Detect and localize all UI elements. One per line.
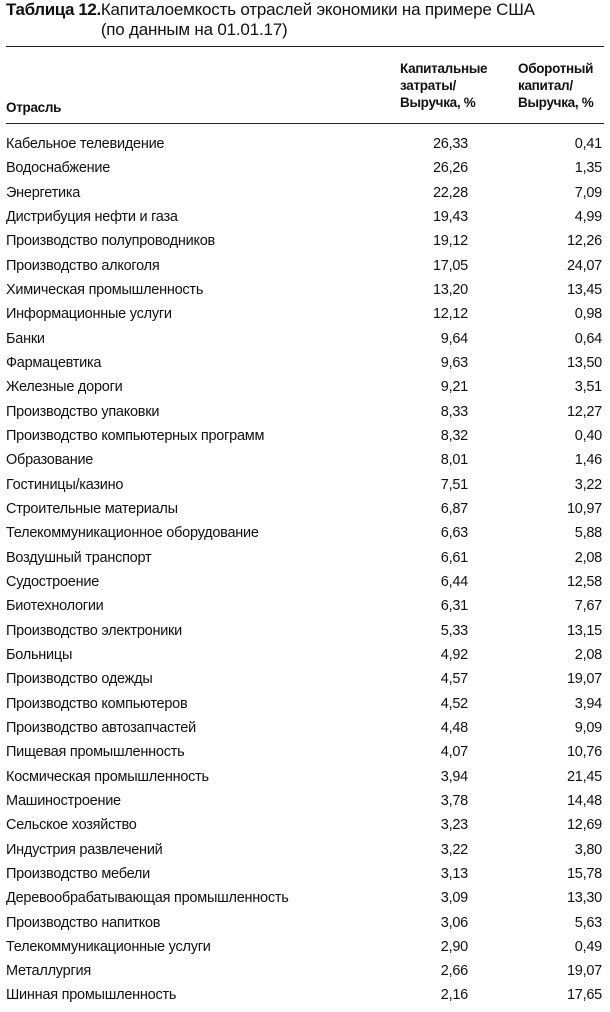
row-wc-value: 19,07 [566,671,602,688]
row-industry: Гостиницы/казино [6,476,124,493]
row-wc-value: 1,46 [574,452,602,469]
row-wc-value: 7,09 [574,184,602,201]
row-capex-value: 3,09 [440,890,468,907]
table-row [6,497,604,521]
row-capex-value: 2,90 [440,938,468,955]
row-wc-value: 12,58 [566,573,602,590]
row-wc-value: 3,51 [574,379,602,396]
table-row [6,302,604,326]
row-capex-value: 4,52 [440,695,468,712]
table-row [6,375,604,399]
row-industry: Производство мебели [6,865,150,882]
table-row [6,813,604,837]
row-industry: Производство алкоголя [6,257,160,274]
row-industry: Металлургия [6,963,91,980]
table-row [6,667,604,691]
row-wc-value: 15,78 [566,865,602,882]
row-industry: Банки [6,330,45,347]
row-industry: Железные дороги [6,379,123,396]
table-row [6,935,604,959]
row-capex-value: 4,07 [440,744,468,761]
row-wc-value: 4,99 [574,208,602,225]
header-wc-line: Оборотный [518,61,594,76]
row-wc-value: 21,45 [566,768,602,785]
table-row [6,546,604,570]
table-row [6,716,604,740]
row-industry: Фармацевтика [6,354,102,371]
row-wc-value: 0,98 [574,306,602,323]
row-capex-value: 9,64 [440,330,468,347]
row-capex-value: 12,12 [432,306,468,323]
row-capex-value: 4,48 [440,719,468,736]
row-wc-value: 0,64 [574,330,602,347]
row-wc-value: 0,40 [574,427,602,444]
table-row [6,570,604,594]
table-row [6,983,604,1007]
row-industry: Производство напитков [6,914,161,931]
table-row [6,643,604,667]
table-row [6,838,604,862]
header-capex-line: Капитальные [400,61,488,76]
row-industry: Строительные материалы [6,500,178,517]
header-wc-line: капитал/ [518,78,573,93]
row-industry: Образование [6,452,94,469]
table-row [6,254,604,278]
table-row [6,886,604,910]
row-capex-value: 8,01 [440,452,468,469]
table-row [6,400,604,424]
row-wc-value: 13,50 [566,354,602,371]
row-capex-value: 26,33 [432,136,468,152]
row-industry: Производство автозапчастей [6,719,196,736]
row-capex-value: 3,94 [440,768,468,785]
table-row [6,351,604,375]
row-wc-value: 13,30 [566,890,602,907]
table-row [6,156,604,180]
row-industry: Производство полупроводников [6,233,215,250]
row-industry: Кабельное телевидение [6,136,165,152]
row-wc-value: 7,67 [574,598,602,615]
row-wc-value: 2,08 [574,646,602,663]
row-capex-value: 5,33 [440,622,468,639]
row-industry: Шинная промышленность [6,987,177,1004]
row-wc-value: 3,94 [574,695,602,712]
row-industry: Воздушный транспорт [6,549,152,566]
row-industry: Производство упаковки [6,403,160,420]
row-capex-value: 3,23 [440,817,468,834]
row-industry: Информационные услуги [6,306,172,323]
table-caption [6,0,604,40]
row-industry: Телекоммуникационные услуги [6,938,211,955]
table-header [6,58,604,122]
row-capex-value: 19,43 [432,208,468,225]
row-wc-value: 10,97 [566,500,602,517]
row-capex-value: 9,63 [440,354,468,371]
table-row [6,278,604,302]
row-wc-value: 14,48 [566,792,602,809]
table-body [6,132,604,1008]
row-capex-value: 9,21 [440,379,468,396]
row-capex-value: 6,44 [440,573,468,590]
row-capex-value: 13,20 [432,281,468,298]
row-industry: Производство компьютерных программ [6,427,265,444]
table-row [6,132,604,156]
row-industry: Производство одежды [6,671,153,688]
row-wc-value: 12,27 [566,403,602,420]
table-row [6,862,604,886]
row-capex-value: 4,92 [440,646,468,663]
row-capex-value: 6,63 [440,525,468,542]
row-wc-value: 12,69 [566,817,602,834]
table-row [6,911,604,935]
table-row [6,229,604,253]
row-capex-value: 3,22 [440,841,468,858]
row-industry: Биотехнологии [6,598,104,615]
row-industry: Производство компьютеров [6,695,188,712]
row-capex-value: 17,05 [432,257,468,274]
row-capex-value: 6,87 [440,500,468,517]
row-capex-value: 7,51 [440,476,468,493]
header-capex [400,60,492,111]
row-wc-value: 13,15 [566,622,602,639]
table-caption-line2: (по данным на 01.01.17) [100,20,288,39]
table-row [6,619,604,643]
row-industry: Энергетика [6,184,81,201]
header-industry: Отрасль [6,100,62,115]
table-row [6,789,604,813]
row-capex-value: 22,28 [432,184,468,201]
row-capex-value: 2,66 [440,963,468,980]
row-wc-value: 17,65 [566,987,602,1004]
row-wc-value: 1,35 [574,160,602,177]
table-row [6,594,604,618]
row-industry: Телекоммуникационное оборудование [6,525,259,542]
table-row [6,959,604,983]
row-capex-value: 26,26 [432,160,468,177]
row-wc-value: 5,88 [574,525,602,542]
table-caption-label: Таблица 12. [6,0,101,19]
row-capex-value: 6,61 [440,549,468,566]
row-wc-value: 12,26 [566,233,602,250]
header-wc-line: Выручка, % [518,95,594,110]
row-industry: Судостроение [6,573,100,590]
table-row [6,448,604,472]
row-industry: Сельское хозяйство [6,817,137,834]
row-industry: Больницы [6,646,73,663]
table-row [6,181,604,205]
table-row [6,765,604,789]
table-row [6,205,604,229]
header-capex-line: затраты/ [400,78,456,93]
row-capex-value: 3,78 [440,792,468,809]
row-wc-value: 24,07 [566,257,602,274]
table-header-rule [6,123,604,124]
table-caption-line1: Капиталоемкость отраслей экономики на примере США [100,0,535,19]
table-row [6,327,604,351]
header-capex-line: Выручка, % [400,95,476,110]
row-industry: Химическая промышленность [6,281,204,298]
row-wc-value: 5,63 [574,914,602,931]
table-row [6,424,604,448]
row-capex-value: 8,32 [440,427,468,444]
row-capex-value: 6,31 [440,598,468,615]
row-industry: Дистрибуция нефти и газа [6,208,178,225]
row-industry: Водоснабжение [6,160,111,177]
table-row [6,521,604,545]
row-wc-value: 13,45 [566,281,602,298]
row-capex-value: 3,13 [440,865,468,882]
row-capex-value: 8,33 [440,403,468,420]
row-industry: Деревообрабатывающая промышленность [6,890,289,907]
table-row [6,473,604,497]
table-row [6,692,604,716]
row-capex-value: 2,16 [440,987,468,1004]
row-wc-value: 19,07 [566,963,602,980]
row-wc-value: 0,49 [574,938,602,955]
row-wc-value: 10,76 [566,744,602,761]
header-working-capital [518,60,604,111]
row-capex-value: 4,57 [440,671,468,688]
row-industry: Пищевая промышленность [6,744,185,761]
row-industry: Космическая промышленность [6,768,209,785]
row-industry: Машиностроение [6,792,121,809]
row-capex-value: 19,12 [432,233,468,250]
row-industry: Производство электроники [6,622,183,639]
table-top-rule [6,46,604,47]
row-wc-value: 3,22 [574,476,602,493]
row-wc-value: 3,80 [574,841,602,858]
table-row [6,740,604,764]
row-wc-value: 9,09 [574,719,602,736]
row-wc-value: 0,41 [574,136,602,152]
row-wc-value: 2,08 [574,549,602,566]
table-document [6,0,604,1004]
row-industry: Индустрия развлечений [6,841,163,858]
row-capex-value: 3,06 [440,914,468,931]
